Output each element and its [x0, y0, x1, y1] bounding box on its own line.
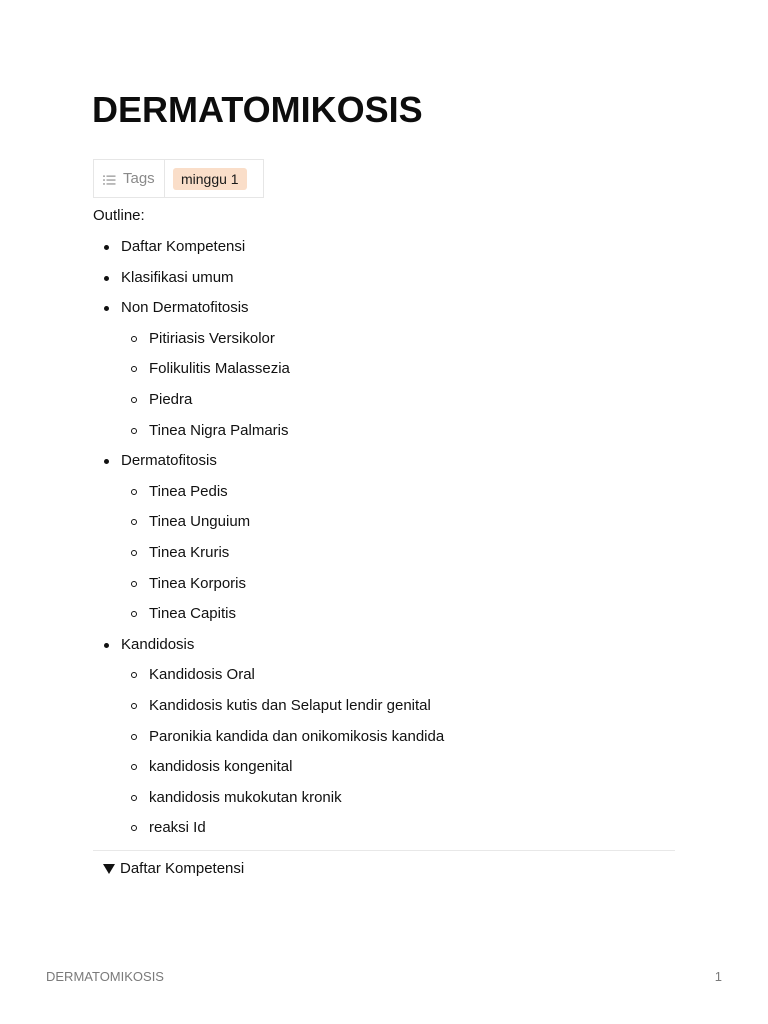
- list-item: Folikulitis Malassezia: [93, 354, 444, 385]
- list-item: reaksi Id: [93, 813, 444, 844]
- list-item: Tinea Unguium: [93, 507, 444, 538]
- list-item: Tinea Pedis: [93, 477, 444, 508]
- list-item: Klasifikasi umum: [93, 263, 444, 294]
- list-item: Tinea Korporis: [93, 569, 444, 600]
- list-item: Pitiriasis Versikolor: [93, 324, 444, 355]
- outline-list: [93, 232, 444, 844]
- list-item: Kandidosis Oral: [93, 660, 444, 691]
- list-item: Non Dermatofitosis: [93, 293, 444, 324]
- list-item: kandidosis kongenital: [93, 752, 444, 783]
- list-item: Dermatofitosis: [93, 446, 444, 477]
- list-item: Tinea Kruris: [93, 538, 444, 569]
- toggle-daftar-kompetensi[interactable]: [103, 859, 244, 879]
- list-item: Paronikia kandida dan onikomikosis kandida: [93, 722, 444, 753]
- outline-label: Outline:: [93, 207, 145, 224]
- list-icon: [103, 174, 116, 186]
- list-item: Daftar Kompetensi: [93, 232, 444, 263]
- list-item: Kandidosis: [93, 630, 444, 661]
- divider: [93, 850, 675, 851]
- properties-table: [93, 159, 264, 198]
- tags-property-name[interactable]: [94, 160, 165, 197]
- list-item: Piedra: [93, 385, 444, 416]
- list-item: Tinea Nigra Palmaris: [93, 416, 444, 447]
- list-item: kandidosis mukokutan kronik: [93, 783, 444, 814]
- footer-title: DERMATOMIKOSIS: [46, 969, 164, 984]
- tags-property-value[interactable]: [165, 160, 263, 197]
- tags-label: Tags: [123, 170, 155, 187]
- page-title: DERMATOMIKOSIS: [92, 89, 423, 130]
- footer-page-number: 1: [714, 969, 722, 984]
- list-item: Kandidosis kutis dan Selaput lendir genital: [93, 691, 444, 722]
- tag-badge[interactable]: minggu 1: [173, 168, 247, 190]
- list-item: Tinea Capitis: [93, 599, 444, 630]
- toggle-label: Daftar Kompetensi: [120, 860, 245, 877]
- triangle-down-icon[interactable]: [103, 864, 115, 874]
